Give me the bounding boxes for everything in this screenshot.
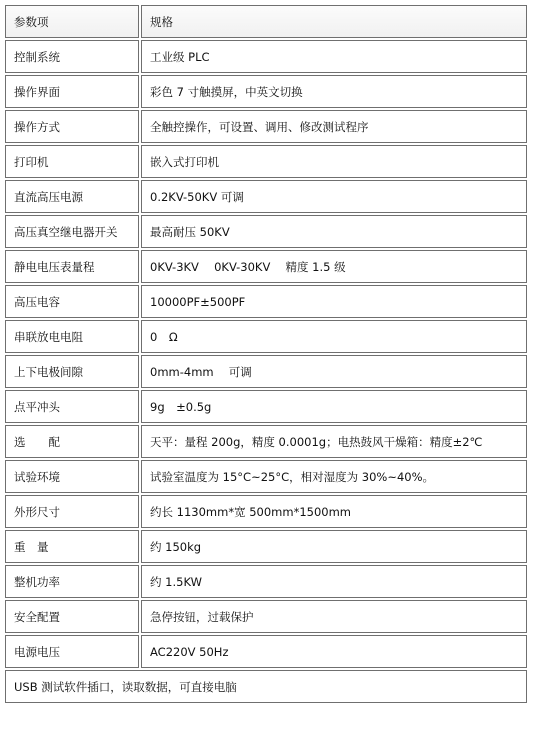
spec-cell: 10000PF±500PF <box>141 285 527 318</box>
param-cell: 打印机 <box>5 145 139 178</box>
table-row <box>5 180 527 213</box>
table-row <box>5 565 527 598</box>
spec-cell: 彩色 7 寸触摸屏，中英文切换 <box>141 75 527 108</box>
spec-cell: 0 Ω <box>141 320 527 353</box>
param-cell: 点平冲头 <box>5 390 139 423</box>
table-row <box>5 75 527 108</box>
param-cell: 操作方式 <box>5 110 139 143</box>
param-cell: 电源电压 <box>5 635 139 668</box>
table-row <box>5 460 527 493</box>
param-cell: 串联放电电阻 <box>5 320 139 353</box>
table-row <box>5 600 527 633</box>
param-cell: 直流高压电源 <box>5 180 139 213</box>
spec-cell: 天平：量程 200g，精度 0.0001g；电热鼓风干燥箱：精度±2℃ <box>141 425 527 458</box>
param-cell: 操作界面 <box>5 75 139 108</box>
param-cell: 试验环境 <box>5 460 139 493</box>
table-row <box>5 250 527 283</box>
spec-cell: 最高耐压 50KV <box>141 215 527 248</box>
header-param: 参数项 <box>5 5 139 38</box>
table-row <box>5 635 527 668</box>
spec-cell: 0mm-4mm 可调 <box>141 355 527 388</box>
param-cell: 上下电极间隙 <box>5 355 139 388</box>
footer-row <box>5 670 527 703</box>
table-row <box>5 495 527 528</box>
table-row <box>5 285 527 318</box>
table-row <box>5 40 527 73</box>
param-cell: 整机功率 <box>5 565 139 598</box>
table-row <box>5 215 527 248</box>
table-row <box>5 390 527 423</box>
table-row <box>5 320 527 353</box>
footer-note: USB 测试软件插口，读取数据，可直接电脑 <box>5 670 527 703</box>
spec-cell: 嵌入式打印机 <box>141 145 527 178</box>
spec-cell: 急停按钮，过载保护 <box>141 600 527 633</box>
param-cell: 高压真空继电器开关 <box>5 215 139 248</box>
spec-cell: 9g ±0.5g <box>141 390 527 423</box>
param-cell: 安全配置 <box>5 600 139 633</box>
spec-cell: 工业级 PLC <box>141 40 527 73</box>
spec-cell: 约 1.5KW <box>141 565 527 598</box>
param-cell: 静电电压表量程 <box>5 250 139 283</box>
spec-cell: 试验室温度为 15°C~25°C，相对湿度为 30%~40%。 <box>141 460 527 493</box>
spec-cell: 0KV-3KV 0KV-30KV 精度 1.5 级 <box>141 250 527 283</box>
table-header-row <box>5 5 527 38</box>
param-cell: 选 配 <box>5 425 139 458</box>
spec-cell: AC220V 50Hz <box>141 635 527 668</box>
param-cell: 控制系统 <box>5 40 139 73</box>
table-row <box>5 145 527 178</box>
table-row <box>5 425 527 458</box>
spec-cell: 约 150kg <box>141 530 527 563</box>
spec-cell: 全触控操作，可设置、调用、修改测试程序 <box>141 110 527 143</box>
table-row <box>5 110 527 143</box>
param-cell: 重 量 <box>5 530 139 563</box>
spec-cell: 0.2KV-50KV 可调 <box>141 180 527 213</box>
table-row <box>5 355 527 388</box>
spec-cell: 约长 1130mm*宽 500mm*1500mm <box>141 495 527 528</box>
table-row <box>5 530 527 563</box>
param-cell: 高压电容 <box>5 285 139 318</box>
spec-table <box>3 3 529 705</box>
header-spec: 规格 <box>141 5 527 38</box>
param-cell: 外形尺寸 <box>5 495 139 528</box>
spec-table-body <box>5 5 527 703</box>
